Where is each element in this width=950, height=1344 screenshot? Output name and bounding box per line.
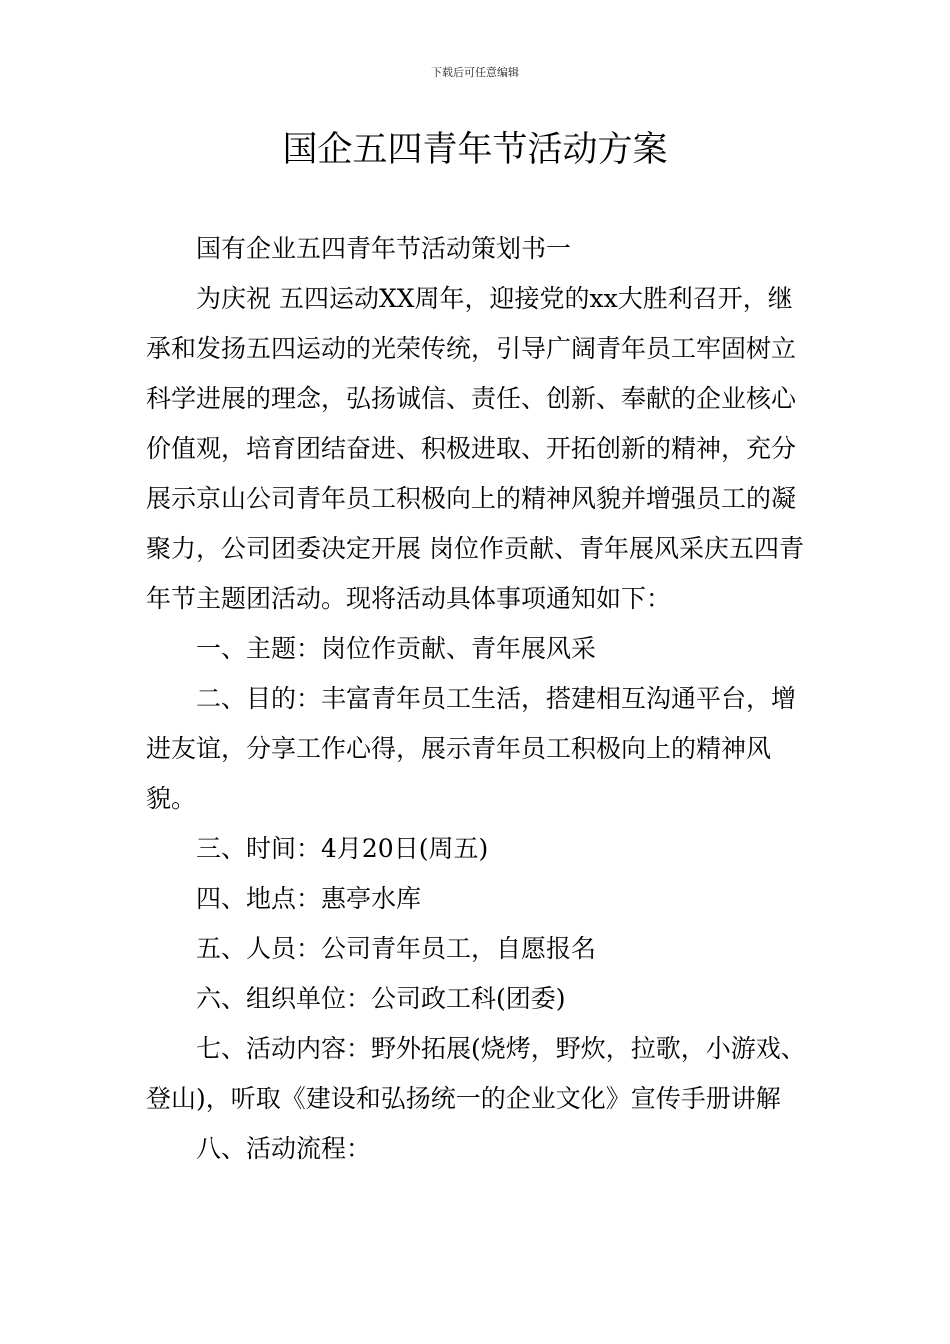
paragraph-theme: 一、主题：岗位作贡献、青年展风采 <box>196 634 597 663</box>
paragraph-participants: 五、人员：公司青年员工，自愿报名 <box>196 934 597 963</box>
header-note: 下载后可任意编辑 <box>431 66 519 79</box>
document-body <box>146 224 806 1174</box>
document-title: 国企五四青年节活动方案 <box>282 130 668 170</box>
paragraph-location: 四、地点：惠亭水库 <box>196 884 422 913</box>
paragraph-subtitle: 国有企业五四青年节活动策划书一 <box>196 234 572 263</box>
paragraph-content: 七、活动内容：野外拓展(烧烤，野炊，拉歌，小游戏、登山)，听取《建设和弘扬统一的企业文化》宣传手册讲解 <box>146 1034 806 1113</box>
paragraph-process: 八、活动流程： <box>196 1134 372 1163</box>
paragraph-time: 三、时间：4月20日(周五) <box>196 834 489 863</box>
paragraph-purpose: 二、目的：丰富青年员工生活，搭建相互沟通平台，增进友谊，分享工作心得，展示青年员工积极向上的精神风貌。 <box>146 684 797 813</box>
paragraph-organizer: 六、组织单位：公司政工科(团委) <box>196 984 566 1013</box>
paragraph-intro: 为庆祝 五四运动XX周年，迎接党的xx大胜利召开，继承和发扬五四运动的光荣传统，引导广阔青年员工牢固树立科学进展的理念，弘扬诚信、责任、创新、奉献的企业核心价值观，培育团结奋进、积极进取、开拓创新的精神，充分展示京山公司青年员工积极向上的精神风貌并增强员工的凝聚力，公司团委决定开展 岗位作贡献、青年展风采庆五四青年节主题团活动。现将活动具体事项通知如下： <box>146 284 804 613</box>
